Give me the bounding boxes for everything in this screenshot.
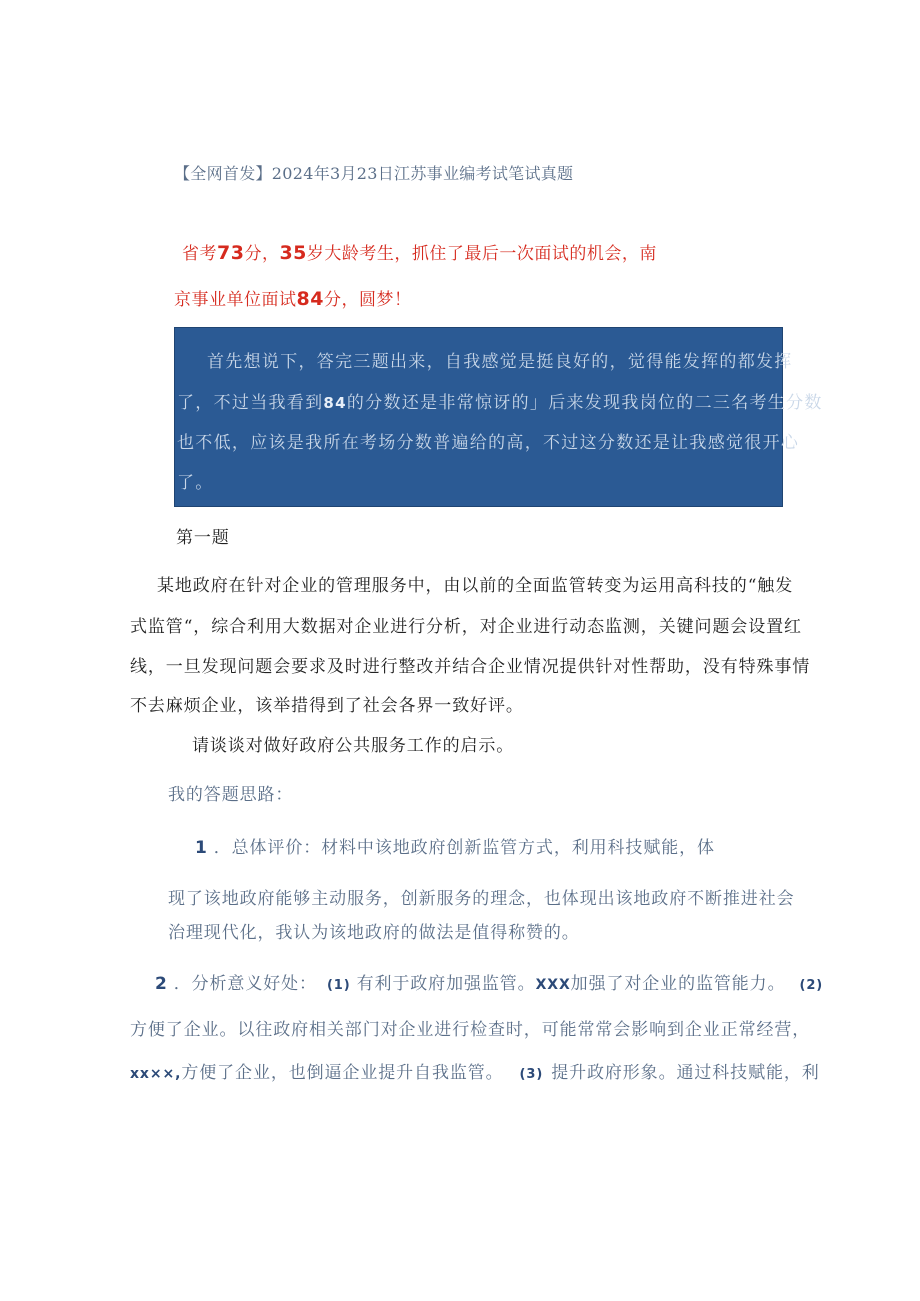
headline-line-1 [182, 239, 657, 264]
item-text: ．总体评价：材料中该地政府创新监管方式，利用科技赋能，体 [213, 838, 715, 858]
quote-text: 了，不过当我看到 [177, 393, 324, 413]
answer-heading: 我的答题思路： [168, 785, 294, 805]
question-line: 某地政府在针对企业的管理服务中，由以前的全面监管转变为运用高科技的“触发 [157, 576, 794, 596]
question-prompt: 请谈谈对做好政府公共服务工作的启示。 [192, 736, 515, 756]
headline-line-2 [174, 285, 411, 310]
answer-line: 现了该地政府能够主动服务，创新服务的理念，也体现出该地政府不断推进社会 [168, 889, 795, 909]
item-number: 1 [195, 838, 208, 858]
quote-score: 84 [323, 394, 347, 412]
quote-text: 的分数还是非常惊讶的」后来发现我岗位的二三名考生分数 [346, 393, 823, 413]
question-line: 式监管“，综合利用大数据对企业进行分析，对企业进行动态监测，关键问题会设置红 [130, 617, 802, 637]
quote-line: 首先想说下，答完三题出来，自我感觉是挺良好的，觉得能发挥的都发挥 [207, 352, 793, 372]
headline-text: 分，圆梦！ [323, 290, 412, 310]
headline-text: 京事业单位面试 [174, 290, 297, 310]
item-text: ．分析意义好处： [173, 974, 317, 994]
quote-line: 也不低，应该是我所在考场分数普遍给的高，不过这分数还是让我感觉很开心 [177, 433, 800, 453]
headline-text: 岁大龄考生，抓住了最后一次面试的机会，南 [306, 244, 657, 264]
placeholder-text: XXX [535, 977, 571, 993]
quote-line [177, 388, 823, 413]
quote-line: 了。 [177, 473, 214, 493]
document-title: 【全网首发】2024年3月23日江苏事业编考试笔试真题 [174, 164, 574, 183]
item-text: 有利于政府加强监管。 [356, 974, 536, 994]
placeholder-text: xx××, [130, 1066, 182, 1082]
question-line: 线，一旦发现问题会要求及时进行整改并结合企业情况提供针对性帮助，没有特殊事情 [130, 657, 811, 677]
answer-line [130, 1058, 820, 1083]
sub-number: (1) [326, 978, 351, 993]
headline-text: 省考 [182, 244, 217, 264]
sub-number: (2) [799, 978, 824, 993]
headline-text: 分， [244, 244, 280, 264]
answer-line: 治理现代化，我认为该地政府的做法是值得称赞的。 [168, 923, 580, 943]
headline-score: 73 [217, 242, 245, 264]
item-text: 加强了对企业的监管能力。 [570, 974, 786, 994]
section-title: 第一题 [176, 528, 230, 548]
answer-item-2 [155, 969, 823, 994]
item-number: 2 [155, 974, 168, 994]
headline-score: 84 [296, 288, 324, 310]
answer-line: 方便了企业。以往政府相关部门对企业进行检查时，可能常常会影响到企业正常经营， [130, 1020, 811, 1040]
answer-item-1 [195, 833, 715, 858]
sub-number: (3) [519, 1067, 544, 1082]
question-line: 不去麻烦企业，该举措得到了社会各界一致好评。 [130, 696, 524, 716]
item-text: 方便了企业，也倒逼企业提升自我监管。 [181, 1063, 504, 1083]
item-text: 提升政府形象。通过科技赋能，利 [551, 1063, 820, 1083]
headline-age: 35 [279, 242, 307, 264]
quote-box [174, 327, 823, 507]
